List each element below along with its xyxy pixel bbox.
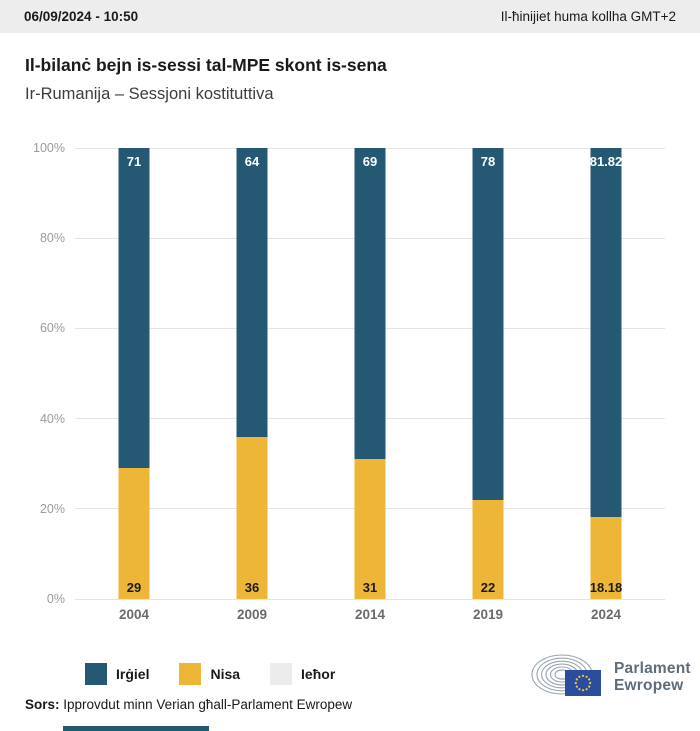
legend-label: Nisa (210, 666, 241, 682)
y-tick-label: 40% (39, 411, 65, 426)
y-tick-label: 80% (39, 231, 65, 246)
value-label-men-2009: 64 (244, 154, 260, 170)
bar-slot-2014 (311, 148, 429, 599)
x-tick-label-2004: 2004 (118, 607, 150, 622)
value-label-women-2014: 31 (362, 580, 378, 595)
logo-text-line1: Parlament (614, 659, 691, 677)
value-label-women-2024: 18.18 (589, 580, 623, 595)
plot-area (75, 148, 665, 599)
legend (85, 663, 335, 685)
y-tick-label: 0% (46, 592, 65, 606)
bar-slot-2024 (547, 148, 665, 599)
chart-subtitle: Ir-Rumanija – Sessjoni kostituttiva (25, 85, 274, 103)
stacked-bar-2019[interactable] (473, 148, 504, 599)
legend-item-irġiel (85, 663, 149, 685)
segment-men-2019[interactable] (473, 148, 504, 500)
cropped-bottom-element (63, 726, 209, 731)
legend-label: Irġiel (116, 666, 150, 682)
eu-flag-icon (565, 670, 601, 696)
y-tick-label: 60% (39, 321, 65, 336)
timezone-note: Il-ħinijiet huma kollha GMT+2 (500, 9, 676, 24)
value-label-men-2019: 78 (480, 154, 496, 170)
ep-logo (531, 654, 691, 699)
segment-men-2024[interactable] (591, 148, 622, 517)
legend-swatch (85, 663, 107, 685)
segment-men-2014[interactable] (355, 148, 386, 459)
bar-slot-2009 (193, 148, 311, 599)
stacked-bar-2014[interactable] (355, 148, 386, 599)
x-axis (75, 607, 665, 627)
stacked-bar-2009[interactable] (237, 148, 268, 599)
segment-women-2014[interactable] (355, 459, 386, 599)
source-note (25, 697, 352, 712)
value-label-women-2019: 22 (480, 580, 496, 595)
stacked-bar-2024[interactable] (591, 148, 622, 599)
y-tick-label: 100% (33, 141, 65, 155)
legend-item-ieħor (270, 663, 335, 685)
x-tick-label-2009: 2009 (236, 607, 268, 622)
bar-slot-2019 (429, 148, 547, 599)
source-prefix: Sors: (25, 697, 60, 712)
x-tick-label-2019: 2019 (472, 607, 504, 622)
segment-women-2009[interactable] (237, 437, 268, 599)
bar-slot-2004 (75, 148, 193, 599)
x-tick-label-2024: 2024 (590, 607, 622, 622)
logo-text-line2: Ewropew (614, 676, 684, 694)
datetime-label: 06/09/2024 - 10:50 (24, 9, 139, 24)
segment-women-2024[interactable] (591, 517, 622, 599)
chart-title: Il-bilanċ bejn is-sessi tal-MPE skont is-sena (25, 55, 387, 75)
value-label-women-2004: 29 (126, 580, 142, 595)
legend-swatch (179, 663, 201, 685)
x-tick-label-2014: 2014 (354, 607, 386, 622)
y-axis (0, 141, 69, 606)
stacked-bar-2004[interactable] (119, 148, 150, 599)
legend-swatch (270, 663, 292, 685)
value-label-women-2009: 36 (244, 580, 260, 595)
legend-label: Ieħor (301, 666, 336, 682)
legend-item-nisa (179, 663, 240, 685)
source-text: Ipprovdut minn Verian għall-Parlament Ewropew (63, 697, 353, 712)
value-label-men-2014: 69 (362, 154, 378, 170)
segment-women-2004[interactable] (119, 468, 150, 599)
segment-men-2004[interactable] (119, 148, 150, 468)
logo-text (614, 660, 691, 694)
segment-men-2009[interactable] (237, 148, 268, 437)
value-label-men-2024: 81.82 (589, 154, 623, 170)
ep-hemicycle-icon (531, 654, 607, 699)
y-tick-label: 20% (39, 501, 65, 516)
value-label-men-2004: 71 (126, 154, 142, 170)
topbar (0, 0, 700, 33)
segment-women-2019[interactable] (473, 500, 504, 599)
